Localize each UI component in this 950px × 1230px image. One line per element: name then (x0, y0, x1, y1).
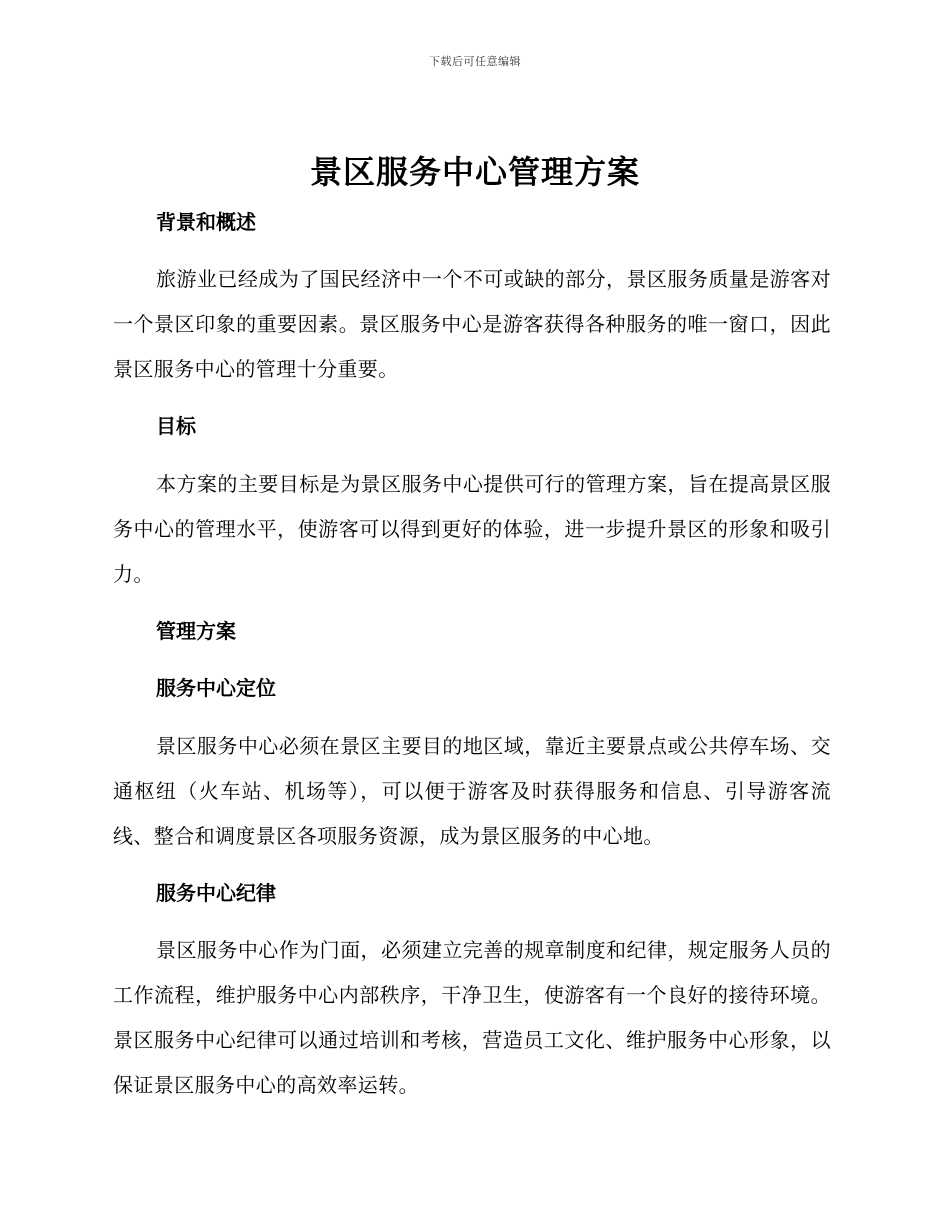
section-paragraph-background: 旅游业已经成为了国民经济中一个不可或缺的部分，景区服务质量是游客对一个景区印象的重要因素。景区服务中心是游客获得各种服务的唯一窗口，因此景区服务中心的管理十分重要。 (113, 267, 831, 381)
section-paragraph-goals: 本方案的主要目标是为景区服务中心提供可行的管理方案，旨在提高景区服务中心的管理水平，使游客可以得到更好的体验，进一步提升景区的形象和吸引力。 (113, 472, 831, 586)
section-heading-positioning: 服务中心定位 (156, 676, 276, 700)
section-paragraph-positioning: 景区服务中心必须在景区主要目的地区域，靠近主要景点或公共停车场、交通枢纽（火车站、机场等），可以便于游客及时获得服务和信息、引导游客流线、整合和调度景区各项服务资源，成为景区服务的中心地。 (113, 734, 831, 848)
header-note: 下载后可任意编辑 (429, 55, 521, 68)
section-heading-background: 背景和概述 (156, 210, 256, 234)
section-paragraph-discipline: 景区服务中心作为门面，必须建立完善的规章制度和纪律，规定服务人员的工作流程，维护服务中心内部秩序，干净卫生，使游客有一个良好的接待环境。景区服务中心纪律可以通过培训和考核，营造员工文化、维护服务中心形象，以保证景区服务中心的高效率运转。 (113, 938, 831, 1097)
section-heading-goals: 目标 (156, 414, 196, 438)
document-title: 景区服务中心管理方案 (309, 153, 640, 191)
section-heading-management-plan: 管理方案 (156, 619, 236, 643)
section-heading-discipline: 服务中心纪律 (156, 881, 276, 905)
